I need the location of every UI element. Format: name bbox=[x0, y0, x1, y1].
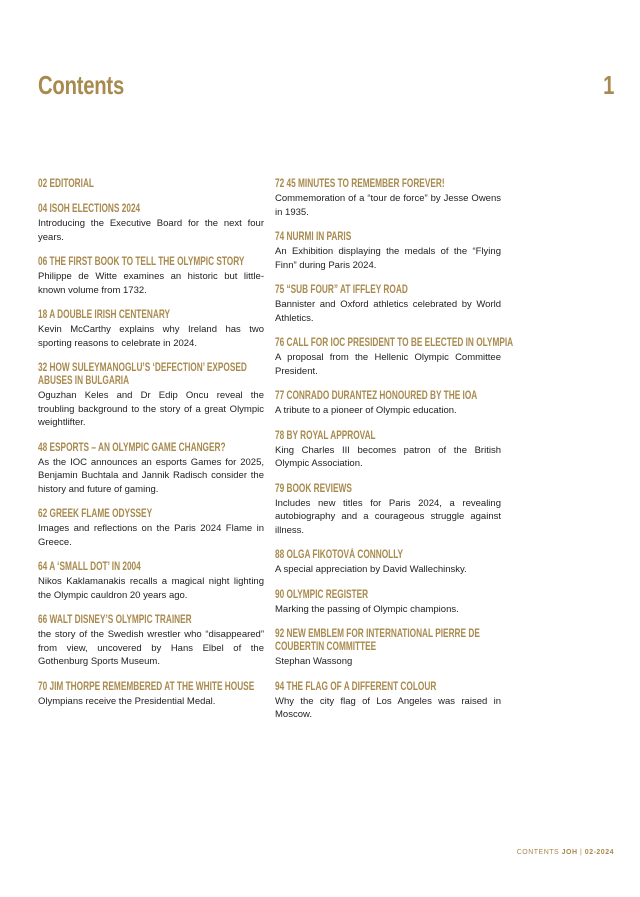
toc-entry-heading[interactable]: 62 GREEK FLAME ODYSSEY bbox=[38, 508, 153, 520]
toc-entry[interactable] bbox=[275, 681, 501, 722]
toc-entry-description: Bannister and Oxford athletics celebrated by World Athletics. bbox=[275, 299, 501, 324]
toc-entry-description: the story of the Swedish wrestler who “disappeared” from view, uncovered by Hans Elbel of the Gothenburg Sports Museum. bbox=[38, 629, 264, 667]
toc-entry-heading[interactable]: 90 OLYMPIC REGISTER bbox=[275, 588, 369, 601]
toc-entry[interactable] bbox=[275, 178, 501, 219]
toc-entry[interactable] bbox=[275, 430, 501, 471]
toc-entry-heading[interactable]: 66 WALT DISNEY’S OLYMPIC TRAINER bbox=[38, 614, 192, 626]
toc-entry-description: Olympians receive the Presidential Medal. bbox=[38, 695, 216, 707]
toc-entry-heading[interactable]: 64 A ‘SMALL DOT’ IN 2004 bbox=[38, 561, 141, 573]
toc-entry[interactable] bbox=[38, 508, 264, 549]
toc-entry-description: Kevin McCarthy explains why Ireland has two sporting reasons to celebrate in 2024. bbox=[38, 324, 264, 349]
toc-entry[interactable] bbox=[275, 231, 501, 272]
toc-entry-heading[interactable]: 72 45 MINUTES TO REMEMBER FOREVER! bbox=[275, 178, 445, 190]
toc-entry[interactable] bbox=[38, 178, 264, 191]
toc-entry-description: Why the city flag of Los Angeles was raised in Moscow. bbox=[275, 695, 501, 720]
footer-section: CONTENTS bbox=[516, 849, 560, 856]
toc-entry-description: A special appreciation by David Wallechinsky. bbox=[275, 564, 467, 575]
page-number: 1 bbox=[602, 70, 614, 100]
toc-entry[interactable] bbox=[275, 284, 501, 325]
toc-entry-heading[interactable]: 76 CALL FOR IOC PRESIDENT TO BE ELECTED IN OLYMPIA bbox=[275, 337, 514, 349]
toc-entry[interactable] bbox=[275, 628, 501, 669]
toc-entry[interactable] bbox=[275, 483, 501, 538]
toc-entry-heading[interactable]: 74 NURMI IN PARIS bbox=[275, 231, 352, 243]
toc-entry[interactable] bbox=[38, 614, 264, 669]
toc-entry-description: Stephan Wassong bbox=[275, 656, 353, 667]
toc-entry-heading[interactable]: 77 CONRADO DURANTEZ HONOURED BY THE IOA bbox=[275, 390, 478, 402]
toc-entry-heading[interactable]: 04 ISOH ELECTIONS 2024 bbox=[38, 203, 141, 215]
toc-entry[interactable] bbox=[275, 549, 501, 577]
footer-issue: 02-2024 bbox=[584, 849, 614, 856]
toc-entry[interactable] bbox=[38, 681, 264, 709]
toc-entry[interactable] bbox=[38, 203, 264, 244]
toc-entry-description: Introducing the Executive Board for the next four years. bbox=[38, 218, 264, 243]
toc-entry-heading[interactable]: 75 “SUB FOUR” AT IFFLEY ROAD bbox=[275, 284, 408, 296]
toc-entry-description: A tribute to a pioneer of Olympic education. bbox=[275, 405, 457, 416]
contents-right-column bbox=[275, 178, 514, 734]
toc-entry[interactable] bbox=[275, 589, 501, 617]
toc-entry[interactable] bbox=[38, 442, 264, 497]
toc-entry-heading[interactable]: 92 NEW EMBLEM FOR INTERNATIONAL PIERRE DE COUBERTIN COMMITTEE bbox=[275, 628, 480, 653]
footer-journal: JOH bbox=[561, 849, 578, 856]
toc-entry-heading[interactable]: 48 ESPORTS – AN OLYMPIC GAME CHANGER? bbox=[38, 441, 226, 454]
toc-entry-heading[interactable]: 02 EDITORIAL bbox=[38, 178, 94, 190]
toc-entry-description: Marking the passing of Olympic champions. bbox=[275, 603, 459, 615]
toc-entry-heading[interactable]: 32 HOW SULEYMANOGLU’S ‘DEFECTION’ EXPOSED ABUSES IN BULGARIA bbox=[38, 362, 247, 387]
toc-entry-description: Commemoration of a “tour de force” by Jesse Owens in 1935. bbox=[275, 193, 501, 218]
toc-entry-description: Includes new titles for Paris 2024, a revealing autobiography and a courageous struggle against illness. bbox=[275, 497, 501, 536]
toc-entry-description: Images and reflections on the Paris 2024 Flame in Greece. bbox=[38, 523, 264, 548]
toc-entry-description: As the IOC announces an esports Games for 2025, Benjamin Buchtala and Jannik Radisch consider the history and future of gaming. bbox=[38, 456, 264, 495]
toc-entry-heading[interactable]: 18 A DOUBLE IRISH CENTENARY bbox=[38, 309, 171, 321]
toc-entry-heading[interactable]: 79 BOOK REVIEWS bbox=[275, 482, 352, 495]
toc-entry-description: A proposal from the Hellenic Olympic Committee President. bbox=[275, 352, 501, 377]
toc-entry-heading[interactable]: 78 BY ROYAL APPROVAL bbox=[275, 429, 376, 442]
toc-entry-heading[interactable]: 94 THE FLAG OF A DIFFERENT COLOUR bbox=[275, 680, 437, 693]
toc-entry[interactable] bbox=[38, 561, 264, 602]
page-title: Contents bbox=[38, 70, 125, 100]
toc-entry-heading[interactable]: 88 OLGA FIKOTOVÁ CONNOLLY bbox=[275, 549, 404, 561]
toc-entry-heading[interactable]: 06 THE FIRST BOOK TO TELL THE OLYMPIC STORY bbox=[38, 256, 245, 268]
toc-entry-description: An Exhibition displaying the medals of the “Flying Finn” during Paris 2024. bbox=[275, 246, 501, 271]
toc-entry[interactable] bbox=[275, 337, 514, 378]
toc-entry-description: Philippe de Witte examines an historic but little-known volume from 1732. bbox=[38, 271, 264, 296]
toc-entry-heading[interactable]: 70 JIM THORPE REMEMBERED AT THE WHITE HOUSE bbox=[38, 680, 255, 693]
toc-entry[interactable] bbox=[275, 390, 501, 418]
toc-entry[interactable] bbox=[38, 362, 264, 430]
toc-entry-description: Oguzhan Keles and Dr Edip Oncu reveal the troubling background to the story of a great Olympic weightlifter. bbox=[38, 390, 264, 428]
toc-entry-description: King Charles III becomes patron of the British Olympic Association. bbox=[275, 444, 501, 469]
page-footer bbox=[517, 849, 614, 856]
toc-entry-description: Nikos Kaklamanakis recalls a magical night lighting the Olympic cauldron 20 years ago. bbox=[38, 576, 264, 601]
toc-entry[interactable] bbox=[38, 256, 264, 297]
footer-separator: | bbox=[580, 849, 583, 856]
toc-entry[interactable] bbox=[38, 309, 264, 350]
contents-left-column bbox=[38, 178, 264, 720]
